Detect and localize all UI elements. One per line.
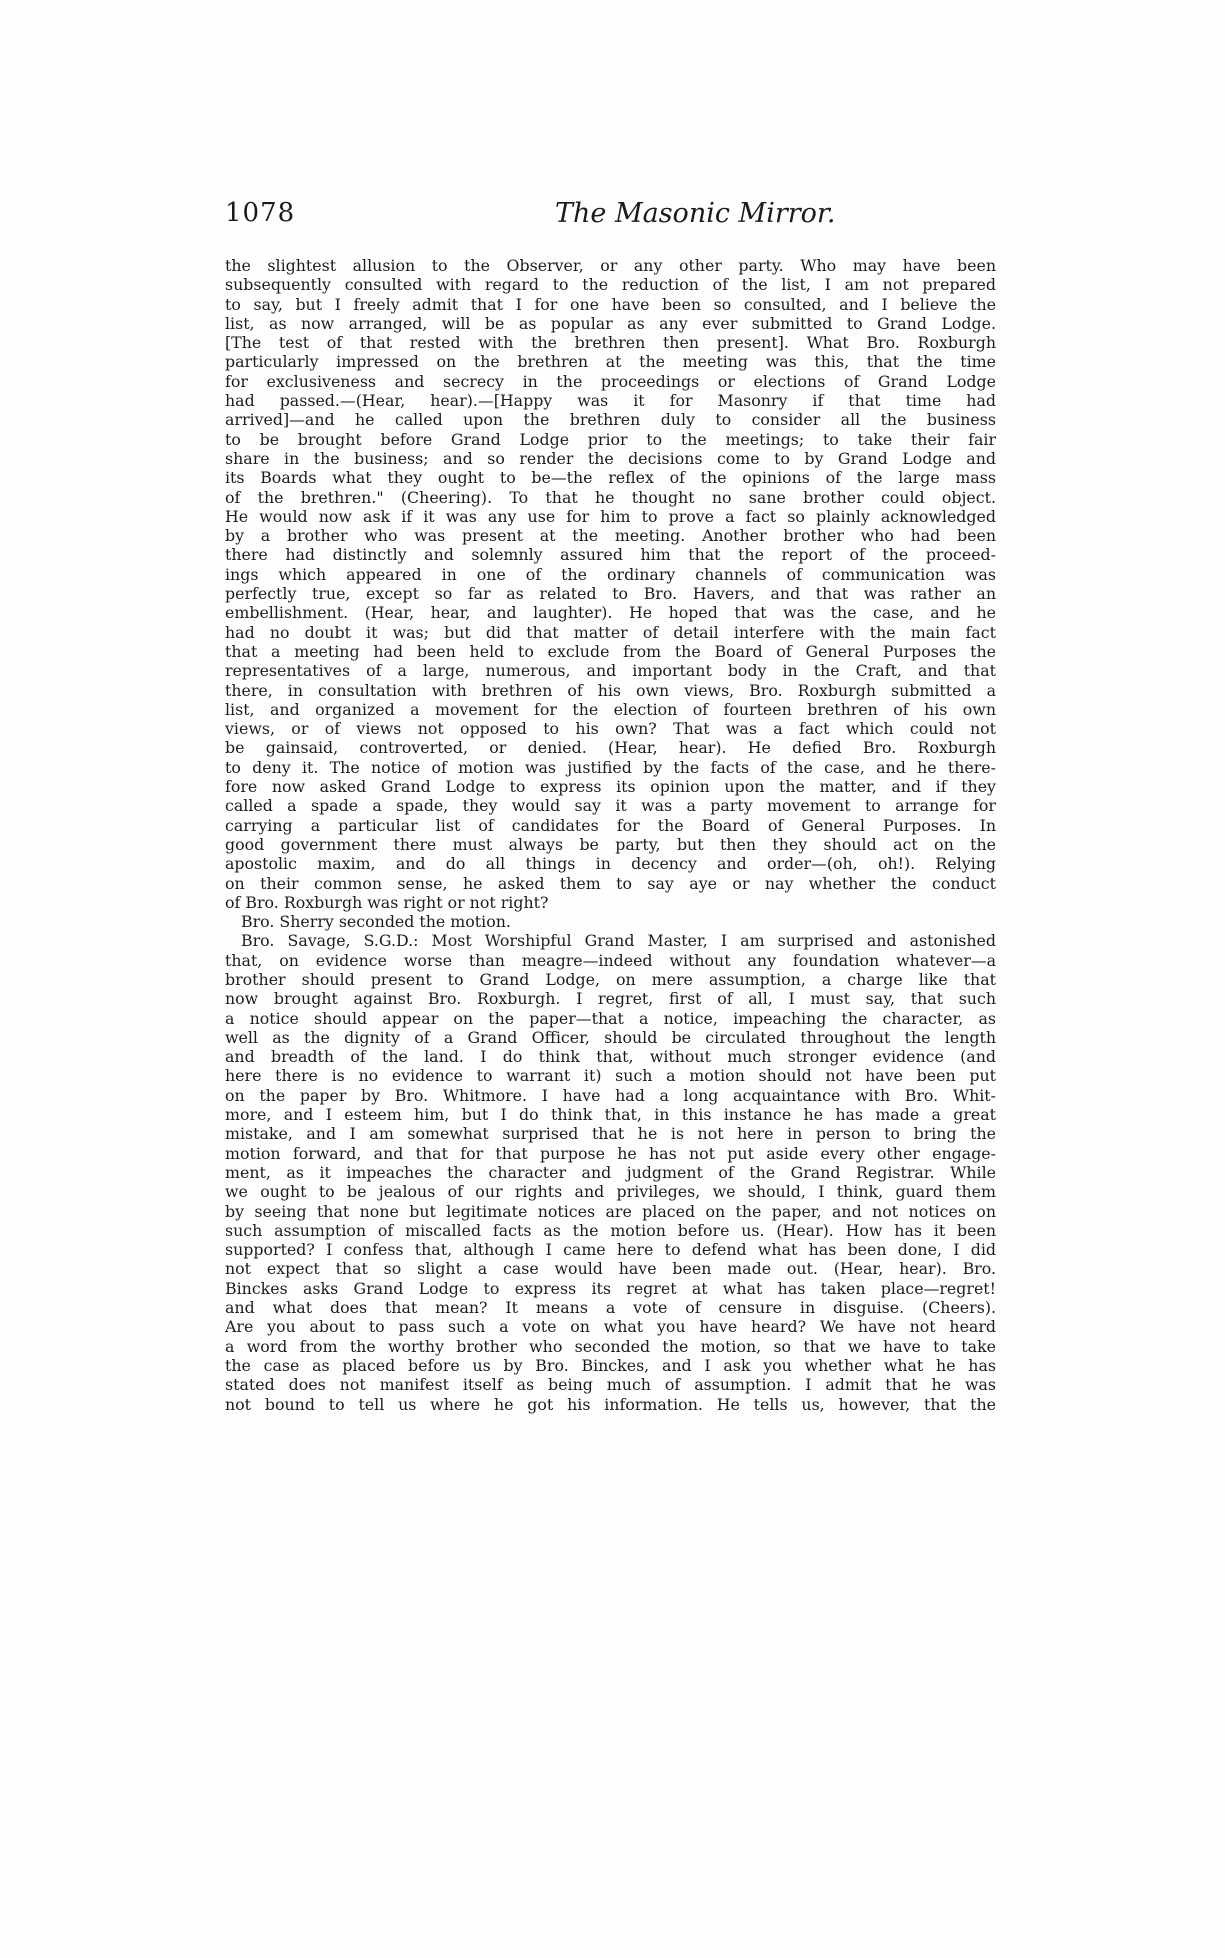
text-line: fore now asked Grand Lodge to express its opinion upon the matter, and if they	[225, 777, 996, 797]
text-line: Bro. Savage, S.G.D.: Most Worshipful Grand Master, I am surprised and astonished	[241, 931, 996, 951]
page-header	[225, 198, 985, 238]
text-line: representatives of a large, numerous, and important body in the Craft, and that	[225, 661, 996, 681]
text-line: to be brought before Grand Lodge prior to the meetings; to take their fair	[225, 429, 996, 449]
text-line: and breadth of the land. I do think that, without much stronger evidence (and	[225, 1047, 996, 1067]
text-line: called a spade a spade, they would say it was a party movement to arrange for	[225, 796, 996, 816]
text-line: Bro. Sherry seconded the motion.	[241, 912, 511, 932]
text-line: and what does that mean? It means a vote of censure in disguise. (Cheers).	[225, 1298, 996, 1318]
text-line: not expect that so slight a case would have been made out. (Hear, hear). Bro.	[225, 1259, 996, 1279]
text-line: mistake, and I am somewhat surprised that he is not here in person to bring the	[225, 1124, 996, 1144]
page-number: 1078	[225, 198, 296, 228]
text-line: Binckes asks Grand Lodge to express its regret at what has taken place—regret!	[225, 1278, 996, 1298]
text-line: a notice should appear on the paper—that a notice, impeaching the character, as	[225, 1008, 996, 1028]
text-line: subsequently consulted with regard to the reduction of the list, I am not prepared	[225, 275, 996, 295]
text-line: list, as now arranged, will be as popular as any ever submitted to Grand Lodge.	[225, 313, 996, 333]
text-line: carrying a particular list of candidates for the Board of General Purposes. In	[225, 815, 996, 835]
text-line: He would now ask if it was any use for him to prove a fact so plainly acknowledged	[225, 506, 996, 526]
text-line: of Bro. Roxburgh was right or not right?	[225, 892, 549, 912]
text-line: be gainsaid, controverted, or denied. (Hear, hear). He defied Bro. Roxburgh	[225, 738, 996, 758]
text-line: well as the dignity of a Grand Officer, should be circulated throughout the length	[225, 1027, 996, 1047]
text-line: we ought to be jealous of our rights and privileges, we should, I think, guard them	[225, 1182, 996, 1202]
text-line: supported? I confess that, although I came here to defend what has been done, I did	[225, 1240, 996, 1260]
text-line: brother should present to Grand Lodge, on mere assumption, a charge like that	[225, 969, 996, 989]
text-line: on the paper by Bro. Whitmore. I have had a long acquaintance with Bro. Whit-	[225, 1085, 996, 1105]
text-line: its Boards what they ought to be—the reflex of the opinions of the large mass	[225, 468, 996, 488]
text-line: ment, as it impeaches the character and judgment of the Grand Registrar. While	[225, 1162, 996, 1182]
article-body	[225, 256, 996, 1414]
text-line: share in the business; and so render the decisions come to by Grand Lodge and	[225, 448, 996, 468]
text-line: motion forward, and that for that purpose he has not put aside every other engage-	[225, 1143, 996, 1163]
text-line: for exclusiveness and secrecy in the proceedings or elections of Grand Lodge	[225, 371, 996, 391]
text-line: to say, but I freely admit that I for one have been so consulted, and I believe the	[225, 294, 996, 314]
text-line: embellishment. (Hear, hear, and laughter). He hoped that was the case, and he	[225, 603, 996, 623]
text-line: that a meeting had been held to exclude from the Board of General Purposes the	[225, 641, 996, 661]
text-line: by seeing that none but legitimate notices are placed on the paper, and not notices on	[225, 1201, 996, 1221]
text-line: the case as placed before us by Bro. Binckes, and I ask you whether what he has	[225, 1355, 996, 1375]
text-line: arrived]—and he called upon the brethren duly to consider all the business	[225, 410, 996, 430]
text-line: good government there must always be party, but then they should act on the	[225, 834, 996, 854]
text-line: the slightest allusion to the Observer, or any other party. Who may have been	[225, 256, 996, 275]
text-line: had no doubt it was; but did that matter of detail interfere with the main fact	[225, 622, 996, 642]
text-line: on their common sense, he asked them to say aye or nay whether the conduct	[225, 873, 996, 893]
text-line: Are you about to pass such a vote on what you have heard? We have not heard	[225, 1317, 996, 1337]
running-title: The Masonic Mirror.	[555, 198, 836, 229]
text-line: [The test of that rested with the brethren then present]. What Bro. Roxburgh	[225, 333, 996, 353]
text-line: by a brother who was present at the meeting. Another brother who had been	[225, 526, 996, 546]
text-line: of the brethren." (Cheering). To that he thought no sane brother could object.	[225, 487, 996, 507]
text-line: perfectly true, except so far as related to Bro. Havers, and that was rather an	[225, 584, 996, 604]
text-line: had passed.—(Hear, hear).—[Happy was it for Masonry if that time had	[225, 391, 996, 411]
text-line: here there is no evidence to warrant it) such a motion should not have been put	[225, 1066, 996, 1086]
text-line: more, and I esteem him, but I do think that, in this instance he has made a great	[225, 1105, 996, 1125]
text-line: particularly impressed on the brethren at the meeting was this, that the time	[225, 352, 996, 372]
text-line: ings which appeared in one of the ordinary channels of communication was	[225, 564, 996, 584]
text-line: such assumption of miscalled facts as the motion before us. (Hear). How has it been	[225, 1220, 996, 1240]
text-line: not bound to tell us where he got his information. He tells us, however, that the	[225, 1394, 996, 1414]
text-line: there, in consultation with brethren of his own views, Bro. Roxburgh submitted a	[225, 680, 996, 700]
text-line: that, on evidence worse than meagre—indeed without any foundation whatever—a	[225, 950, 996, 970]
text-line: stated does not manifest itself as being much of assumption. I admit that he was	[225, 1375, 996, 1395]
text-line: list, and organized a movement for the election of fourteen brethren of his own	[225, 699, 996, 719]
text-line: to deny it. The notice of motion was justified by the facts of the case, and he there-	[225, 757, 996, 777]
text-line: views, or of views not opposed to his own? That was a fact which could not	[225, 719, 996, 739]
text-line: there had distinctly and solemnly assured him that the report of the proceed-	[225, 545, 996, 565]
text-line: apostolic maxim, and do all things in decency and order—(oh, oh!). Relying	[225, 854, 996, 874]
text-line: a word from the worthy brother who seconded the motion, so that we have to take	[225, 1336, 996, 1356]
text-line: now brought against Bro. Roxburgh. I regret, first of all, I must say, that such	[225, 989, 996, 1009]
